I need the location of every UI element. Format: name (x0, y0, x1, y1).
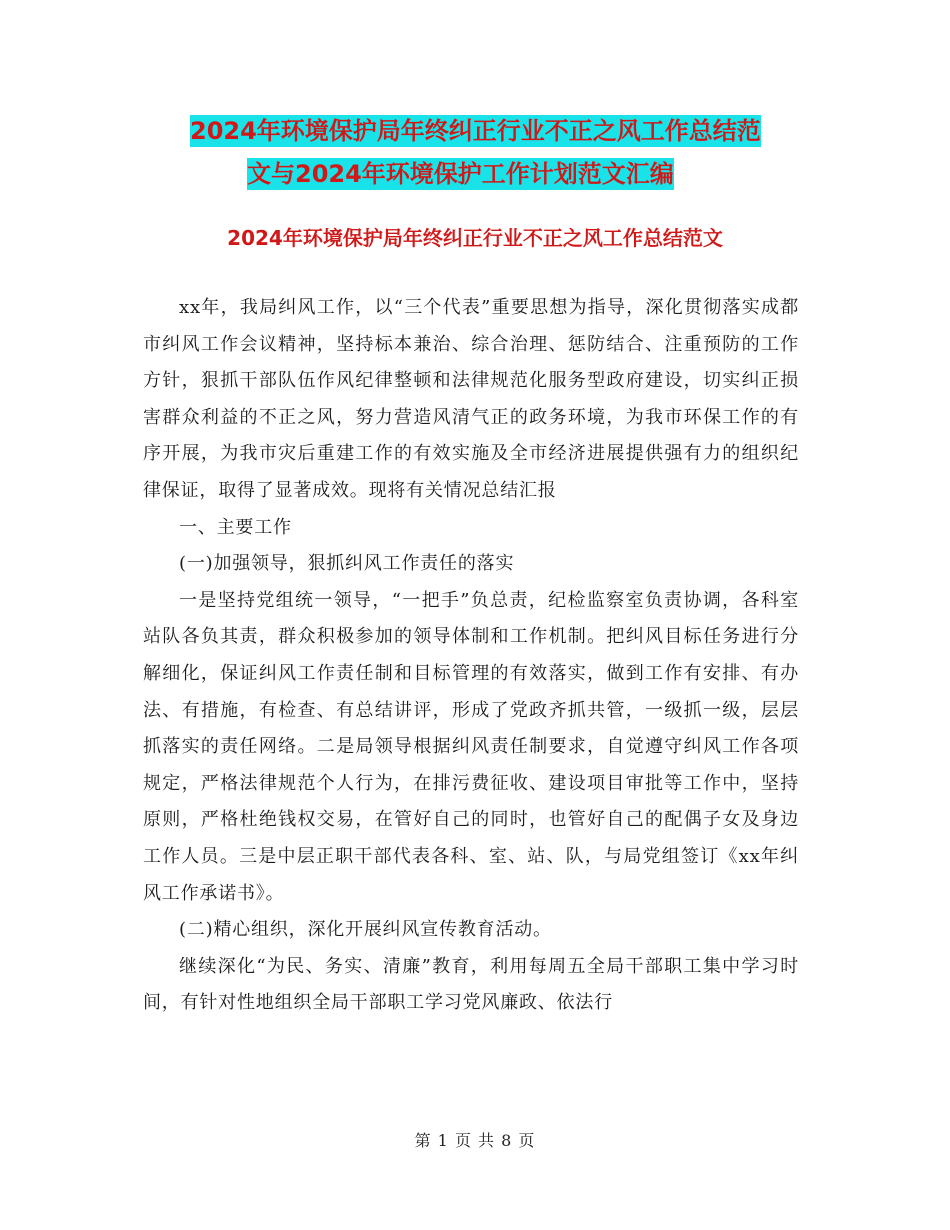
document-title-line1: 2024年环境保护局年终纠正行业不正之风工作总结范 (190, 117, 761, 145)
paragraph: (二)精心组织，深化开展纠风宣传教育活动。 (179, 919, 552, 941)
document-title-line2: 文与2024年环境保护工作计划范文汇编 (247, 160, 674, 188)
paragraph: 一是坚持党组统一领导，“一把手”负总责，纪检监察室负责协调，各科室站队各负其责，群众积极参加的领导体制和工作机制。把纠风目标任务进行分解细化，保证纠风工作责任制和目标管理的有效落实，做到工作有安排、有办法、有措施，有检查、有总结讲评，形成了党政齐抓共管，一级抓一级，层层抓落实的责任网络。二是局领导根据纠风责任制要求，自觉遵守纠风工作各项规定，严格法律规范个人行为，在排污费征收、建设项目审批等工作中，坚持原则，严格杜绝钱权交易，在管好自己的同时，也管好自己的配偶子女及身边工作人员。三是中层正职干部代表各科、室、站、队，与局党组签订《xx年纠风工作承诺书》。 (143, 589, 799, 904)
document-title (190, 110, 810, 196)
page-footer (0, 1128, 950, 1151)
paragraph: 一、主要工作 (179, 516, 292, 538)
paragraph: xx年，我局纠风工作，以“三个代表”重要思想为指导，深化贯彻落实成都市纠风工作会议精神，坚持标本兼治、综合治理、惩防结合、注重预防的工作方针，狠抓干部队伍作风纪律整顿和法律规范化服务型政府建设，切实纠正损害群众利益的不正之风，努力营造风清气正的政务环境，为我市环保工作的有序开展，为我市灾后重建工作的有效实施及全市经济进展提供强有力的组织纪律保证，取得了显著成效。现将有关情况总结汇报 (143, 297, 799, 501)
document-body (143, 290, 799, 1022)
paragraph: (一)加强领导，狠抓纠风工作责任的落实 (179, 553, 515, 575)
paragraph: 继续深化“为民、务实、清廉”教育，利用每周五全局干部职工集中学习时间，有针对性地组织全局干部职工学习党风廉政、依法行 (143, 955, 799, 1014)
page-number-label: 第 1 页 共 8 页 (414, 1131, 536, 1150)
section-title: 2024年环境保护局年终纠正行业不正之风工作总结范文 (227, 226, 723, 250)
